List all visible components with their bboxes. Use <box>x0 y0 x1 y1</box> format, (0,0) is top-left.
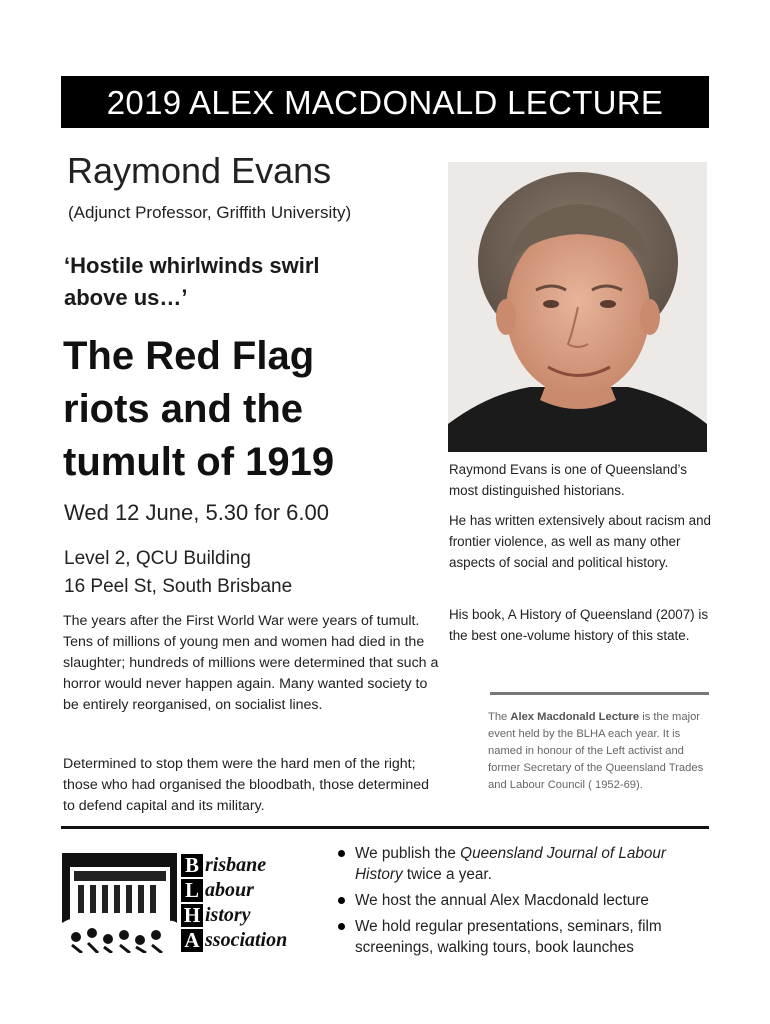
bio-paragraph: His book, A History of Queensland (2007) is the best one-volume history of this state. <box>449 607 709 643</box>
note-prefix: The <box>488 711 511 723</box>
bio-paragraph: He has written extensively about racism and frontier violence, as well as many other aspects of social and political history. <box>449 513 711 570</box>
logo-row <box>181 903 287 928</box>
logo-row <box>181 878 287 903</box>
divider <box>61 826 709 829</box>
speaker-name: Raymond Evans <box>67 150 332 191</box>
divider <box>490 692 709 695</box>
lecture-note <box>488 709 704 794</box>
talk-title-line: riots and the <box>63 387 304 431</box>
quote-line: above us…’ <box>64 285 188 310</box>
list-item <box>336 843 716 885</box>
event-datetime: Wed 12 June, 5.30 for 6.00 <box>64 500 329 525</box>
bullet-text: We publish the <box>355 845 461 862</box>
body-paragraph: Determined to stop them were the hard men of the right; those who had organised the bloodbath, those determined to defend capital and its military. <box>63 756 429 814</box>
logo-word: abour <box>205 879 254 901</box>
talk-quote <box>64 250 444 314</box>
list-item: We hold regular presentations, seminars, film screenings, walking tours, book launches <box>336 916 716 958</box>
talk-title-line: tumult of 1919 <box>63 440 335 484</box>
blha-activities-list <box>336 843 716 963</box>
blha-building-logo <box>62 853 177 953</box>
event-venue <box>64 545 292 601</box>
lecture-title-banner: 2019 ALEX MACDONALD LECTURE <box>61 76 709 128</box>
quote-line: ‘Hostile whirlwinds swirl <box>64 253 320 278</box>
journal-title: Queensland Journal of Labour History <box>355 845 666 883</box>
venue-line: Level 2, QCU Building <box>64 548 251 569</box>
logo-letter: A <box>181 929 203 952</box>
note-body: is the major event held by the BLHA each year. It is named in honour of the Left activist and former Secretary of the Queensland Trades and Labour Council ( 1952-69). <box>488 711 704 791</box>
logo-letter: B <box>181 854 203 877</box>
note-lecture-name: Alex Macdonald Lecture <box>510 711 640 723</box>
logo-row <box>181 853 287 878</box>
bullet-text: twice a year. <box>402 866 492 883</box>
bio-paragraph: Raymond Evans is one of Queensland’s most distinguished historians. <box>449 462 687 498</box>
list-item: We host the annual Alex Macdonald lecture <box>336 890 716 911</box>
logo-word: risbane <box>205 854 267 876</box>
logo-word: istory <box>205 904 251 926</box>
logo-letter: H <box>181 904 203 927</box>
blha-wordmark <box>181 853 287 953</box>
body-paragraph: The years after the First World War were years of tumult. Tens of millions of young men and women had died in the slaughter; hundreds of millions were determined that such a horror would never happen again. Many wanted society to be entirely reorganised, on socialist lines. <box>63 613 439 713</box>
speaker-role: (Adjunct Professor, Griffith University) <box>68 203 352 222</box>
logo-row <box>181 928 287 953</box>
venue-line: 16 Peel St, South Brisbane <box>64 576 293 597</box>
logo-letter: L <box>181 879 203 902</box>
talk-title-line: The Red Flag <box>63 334 315 378</box>
speaker-portrait-photo <box>448 162 707 452</box>
talk-title <box>63 330 443 489</box>
logo-word: ssociation <box>205 929 288 951</box>
